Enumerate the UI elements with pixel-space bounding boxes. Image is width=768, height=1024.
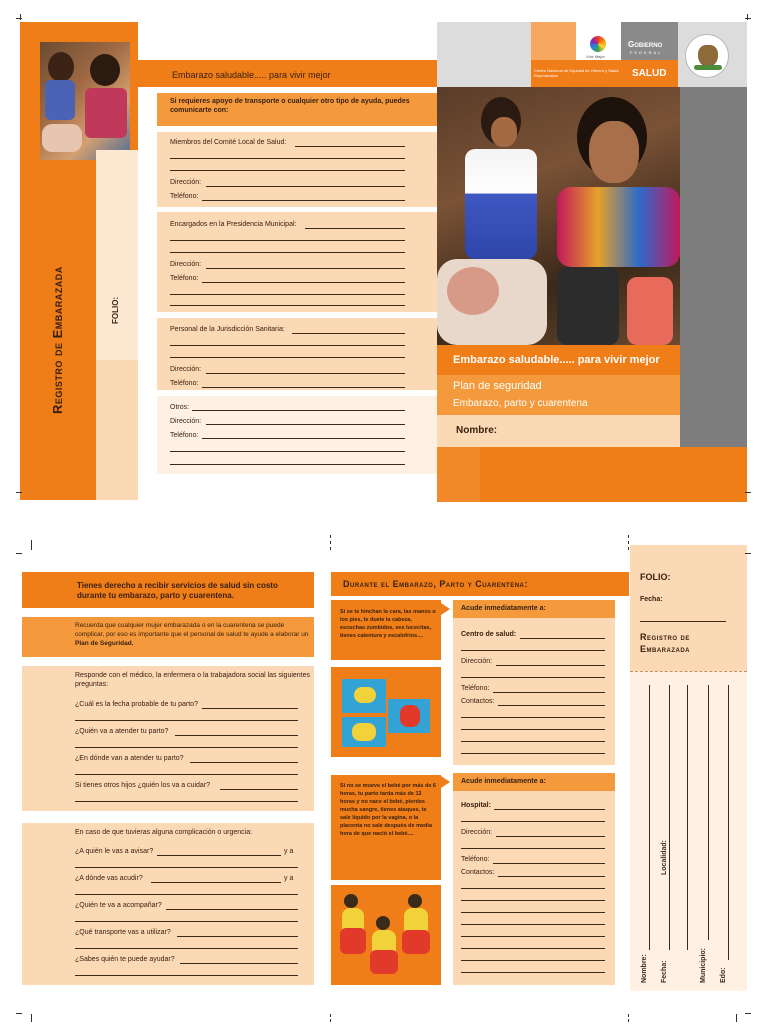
right-folio: FOLIO: xyxy=(640,572,671,582)
federal-text: FEDERAL xyxy=(630,50,663,55)
question-9: ¿Sabes quién te puede ayudar? xyxy=(75,956,175,963)
plan-title: Plan de seguridad xyxy=(453,380,542,392)
question-4: Si tienes otros hijos ¿quién los va a cuidar? xyxy=(75,782,211,789)
block-presidencia-title: Encargados en la Presidencia Municipal: xyxy=(170,221,297,228)
block-comite-telefono: Teléfono: xyxy=(170,193,199,200)
right-fecha: Fecha: xyxy=(640,596,663,603)
question-7: ¿Quién te va a acompañar? xyxy=(75,902,162,909)
transport-note: Si requieres apoyo de transporte o cualquier otro tipo de ayuda, puedes comunicarte con: xyxy=(170,98,410,115)
cover-slogan: Embarazo saludable..... para vivir mejor xyxy=(453,354,660,366)
right-registro-title: Registro de Embarazada xyxy=(640,632,690,654)
middle-header-slogan: Embarazo saludable..... para vivir mejor xyxy=(172,70,331,80)
vivir-mejor-logo xyxy=(590,36,606,52)
arrow-1 xyxy=(441,603,450,615)
warning1-text: Si se te hinchan la cara, las manos o los pies, te duele la cabeza, escuchas zumbidos, ves lucecitas, tienes calentura y escalofríos.... xyxy=(340,609,436,639)
gobierno-text: Gobierno xyxy=(628,40,663,49)
arrow-2 xyxy=(441,776,450,788)
question-8: ¿Qué transporte vas a utilizar? xyxy=(75,929,171,936)
illustration-sick-woman xyxy=(340,677,432,749)
spine-folio-label: FOLIO: xyxy=(111,296,120,324)
v-nombre: Nombre: xyxy=(641,954,648,983)
question-3: ¿En dónde van a atender tu parto? xyxy=(75,755,184,762)
block-comite-direccion: Dirección: xyxy=(170,179,202,186)
acude2-telefono: Teléfono: xyxy=(461,856,490,863)
vivir-mejor-text: Vivir Mejor xyxy=(586,54,605,59)
illustration-pregnant-women xyxy=(340,890,432,980)
question-6-ya: y a xyxy=(284,875,294,882)
block-jurisdiccion-direccion: Dirección: xyxy=(170,366,202,373)
right-form-box xyxy=(630,671,747,991)
acude2-contactos: Contactos: xyxy=(461,869,495,876)
block-jurisdiccion-title: Personal de la Jurisdicción Sanitaria: xyxy=(170,326,285,333)
cover-small-photo xyxy=(40,42,130,160)
hospital-label: Hospital: xyxy=(461,802,491,809)
question-6: ¿A dónde vas acudir? xyxy=(75,875,143,882)
block-presidencia-direccion: Dirección: xyxy=(170,261,202,268)
nombre-label: Nombre: xyxy=(456,425,498,436)
question-2: ¿Quién va a atender tu parto? xyxy=(75,728,169,735)
block-otros-direccion: Dirección: xyxy=(170,418,202,425)
bottom-sheet xyxy=(20,545,747,1010)
top-sheet xyxy=(20,22,747,502)
v-edo: Edo: xyxy=(720,967,727,983)
acude1-contactos: Contactos: xyxy=(461,698,495,705)
acude1-direccion: Dirección: xyxy=(461,658,493,665)
plan-subtitle: Embarazo, parto y cuarentena xyxy=(453,398,588,409)
durante-title: Durante el Embarazo, Parto y Cuarentena: xyxy=(343,579,528,589)
v-municipio: Municipio: xyxy=(700,948,707,983)
mexico-seal xyxy=(685,34,729,78)
v-localidad: Localidad: xyxy=(661,839,668,875)
block-otros-label: Otros: xyxy=(170,404,190,411)
salud-text: SALUD xyxy=(632,68,667,79)
v-fecha: Fecha: xyxy=(661,960,668,983)
centro-salud-label: Centro de salud: xyxy=(461,631,517,638)
acude1-title: Acude inmediatamente a: xyxy=(461,605,546,612)
block-comite-title: Miembros del Comité Local de Salud: xyxy=(170,139,287,146)
acude1-telefono: Teléfono: xyxy=(461,685,490,692)
questions-intro: Responde con el médico, la enfermera o la trabajadora social las siguientes preguntas: xyxy=(75,672,311,689)
block-jurisdiccion-telefono: Teléfono: xyxy=(170,380,199,387)
block-otros xyxy=(157,396,437,474)
warning2-text: Si no se mueve el bebé por más de 6 horas, tu parto tarda más de 12 horas y no nace el bebé, pierdes mucha sangre, tienes ataques, te sale líquido por la vagina, o la placenta no sale después de media hora de que nació el bebé.... xyxy=(340,783,436,837)
cover-footer xyxy=(437,447,747,502)
rights-title: Tienes derecho a recibir servicios de salud sin costo durante tu embarazo, parto y cuarentena. xyxy=(77,581,278,600)
question-5: ¿A quién le vas a avisar? xyxy=(75,848,154,855)
spine-title: Registro de Embarazada xyxy=(50,266,65,414)
cover-grey-strip xyxy=(680,87,747,447)
cover-main-photo xyxy=(437,87,680,345)
block-presidencia-telefono: Teléfono: xyxy=(170,275,199,282)
acude2-direccion: Dirección: xyxy=(461,829,493,836)
acude2-title: Acude inmediatamente a: xyxy=(461,778,546,785)
block-otros-telefono: Teléfono: xyxy=(170,432,199,439)
complication-intro: En caso de que tuvieras alguna complicación o urgencia: xyxy=(75,829,253,836)
question-1: ¿Cuál es la fecha probable de tu parto? xyxy=(75,701,198,708)
question-5-ya: y a xyxy=(284,848,294,855)
centro-text: Centro Nacional de Equidad de Género y Salud Reproductiva xyxy=(534,68,619,79)
intro-text: Recuerda que cualquier mujer embarazada o en la cuarentena se puede complicar, por eso es importante que el personal de salud te ayude a elaborar un Plan de Seguridad. xyxy=(75,622,309,647)
